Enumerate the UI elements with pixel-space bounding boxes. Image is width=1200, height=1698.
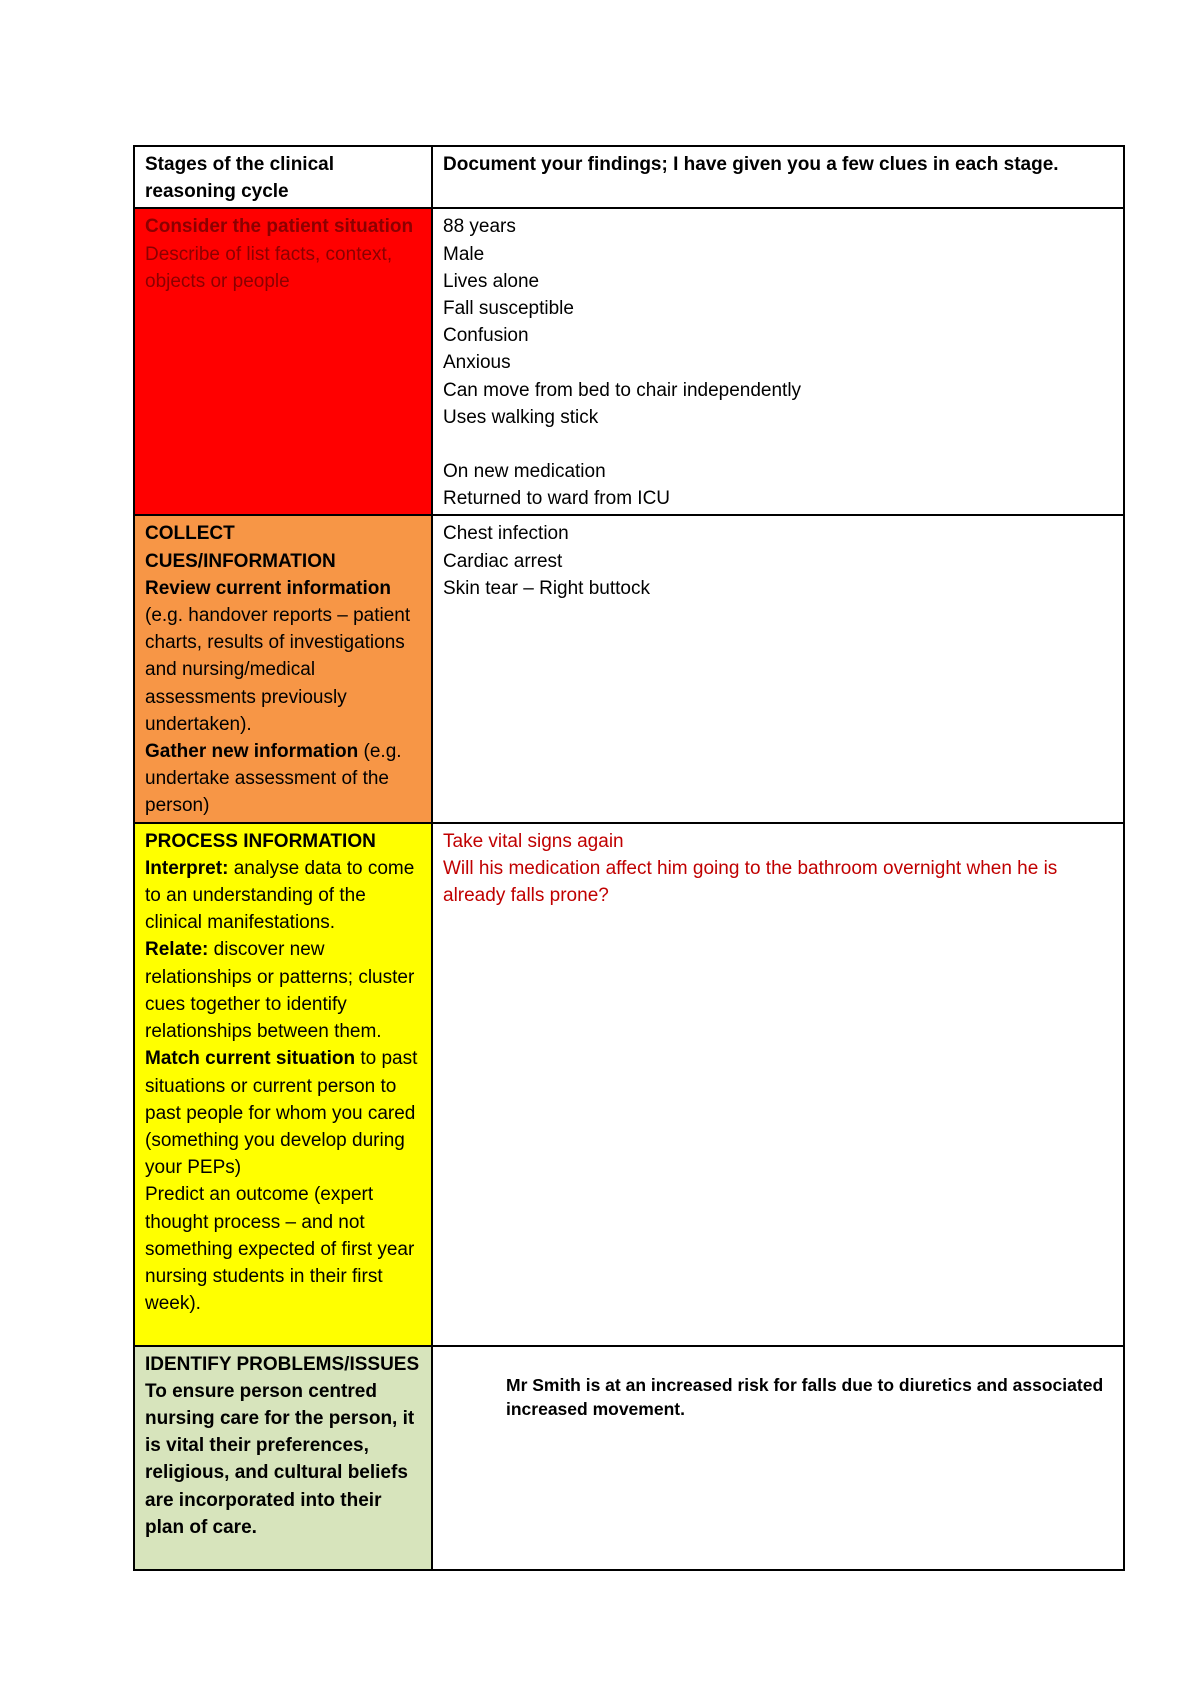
collect-finding: Chest infection: [443, 523, 569, 545]
collect-title-line1: COLLECT: [145, 523, 235, 545]
process-finding: Will his medication affect him going to the bathroom overnight when he is already falls prone?: [443, 857, 1063, 907]
consider-description: Describe of list facts, context, objects or people: [145, 243, 398, 292]
consider-finding: Returned to ward from ICU: [443, 488, 671, 510]
process-predict-text: Predict an outcome (expert thought process – and not something expected of first year nursing students in their first week).: [145, 1184, 415, 1315]
process-relate-label: Relate:: [145, 939, 209, 961]
collect-finding: Skin tear – Right buttock: [443, 577, 650, 599]
header-findings-cell: [432, 146, 1124, 208]
consider-findings-cell: [432, 208, 1124, 515]
identify-findings-cell: [432, 1346, 1124, 1570]
collect-findings-cell: [432, 515, 1124, 822]
consider-stage-cell: [134, 208, 432, 515]
consider-finding: Male: [443, 243, 485, 265]
table-row-process: [134, 823, 1124, 1346]
header-stage-cell: [134, 146, 432, 208]
consider-title: Consider the patient situation: [145, 216, 414, 238]
process-findings-cell: [432, 823, 1124, 1346]
header-findings-label: Document your findings; I have given you a few clues in each stage.: [443, 154, 1059, 175]
consider-finding: Fall susceptible: [443, 298, 574, 320]
table-row-identify: [134, 1346, 1124, 1570]
blank-line: [443, 431, 1113, 458]
identify-description: To ensure person centred nursing care for the person, it is vital their preferences, religious, and cultural beliefs are incorporated into their plan of care.: [145, 1380, 420, 1538]
process-title: PROCESS INFORMATION: [145, 830, 376, 852]
process-interpret-label: Interpret:: [145, 857, 229, 879]
collect-gather-label: Gather new information: [145, 741, 359, 763]
identify-title: IDENTIFY PROBLEMS/ISSUES: [145, 1353, 420, 1375]
table-row-collect: [134, 515, 1124, 822]
consider-finding: Anxious: [443, 352, 511, 374]
consider-finding: Uses walking stick: [443, 406, 599, 428]
table-header-row: [134, 146, 1124, 208]
clinical-reasoning-table: [133, 145, 1125, 1571]
collect-review-text: (e.g. handover reports – patient charts, results of investigations and nursing/medical assessments previously undertaken).: [145, 605, 411, 735]
consider-finding: 88 years: [443, 216, 516, 238]
consider-finding: Can move from bed to chair independently: [443, 379, 802, 401]
process-match-text: to past situations or current person to past people for whom you cared (something you develop during your PEPs): [145, 1048, 418, 1179]
process-interpret-text: analyse data to come to an understanding of the clinical manifestations.: [145, 857, 415, 934]
process-stage-cell: [134, 823, 432, 1346]
collect-finding: Cardiac arrest: [443, 550, 563, 572]
collect-stage-cell: [134, 515, 432, 822]
collect-gather-text: (e.g. undertake assessment of the person): [145, 741, 402, 817]
process-finding: Take vital signs again: [443, 830, 624, 852]
process-relate-text: discover new relationships or patterns; cluster cues together to identify relationships between them.: [145, 939, 415, 1043]
identify-finding: Mr Smith is at an increased risk for falls due to diuretics and associated increased movement.: [506, 1374, 1104, 1420]
header-stage-label: Stages of the clinical reasoning cycle: [145, 154, 334, 203]
consider-finding: Confusion: [443, 325, 529, 347]
collect-title-line2: CUES/INFORMATION: [145, 550, 336, 572]
process-match-label: Match current situation: [145, 1048, 356, 1070]
table-row-consider: [134, 208, 1124, 515]
identify-stage-cell: [134, 1346, 432, 1570]
consider-finding: On new medication: [443, 461, 606, 483]
consider-finding: Lives alone: [443, 270, 540, 292]
collect-review-label: Review current information: [145, 577, 391, 599]
